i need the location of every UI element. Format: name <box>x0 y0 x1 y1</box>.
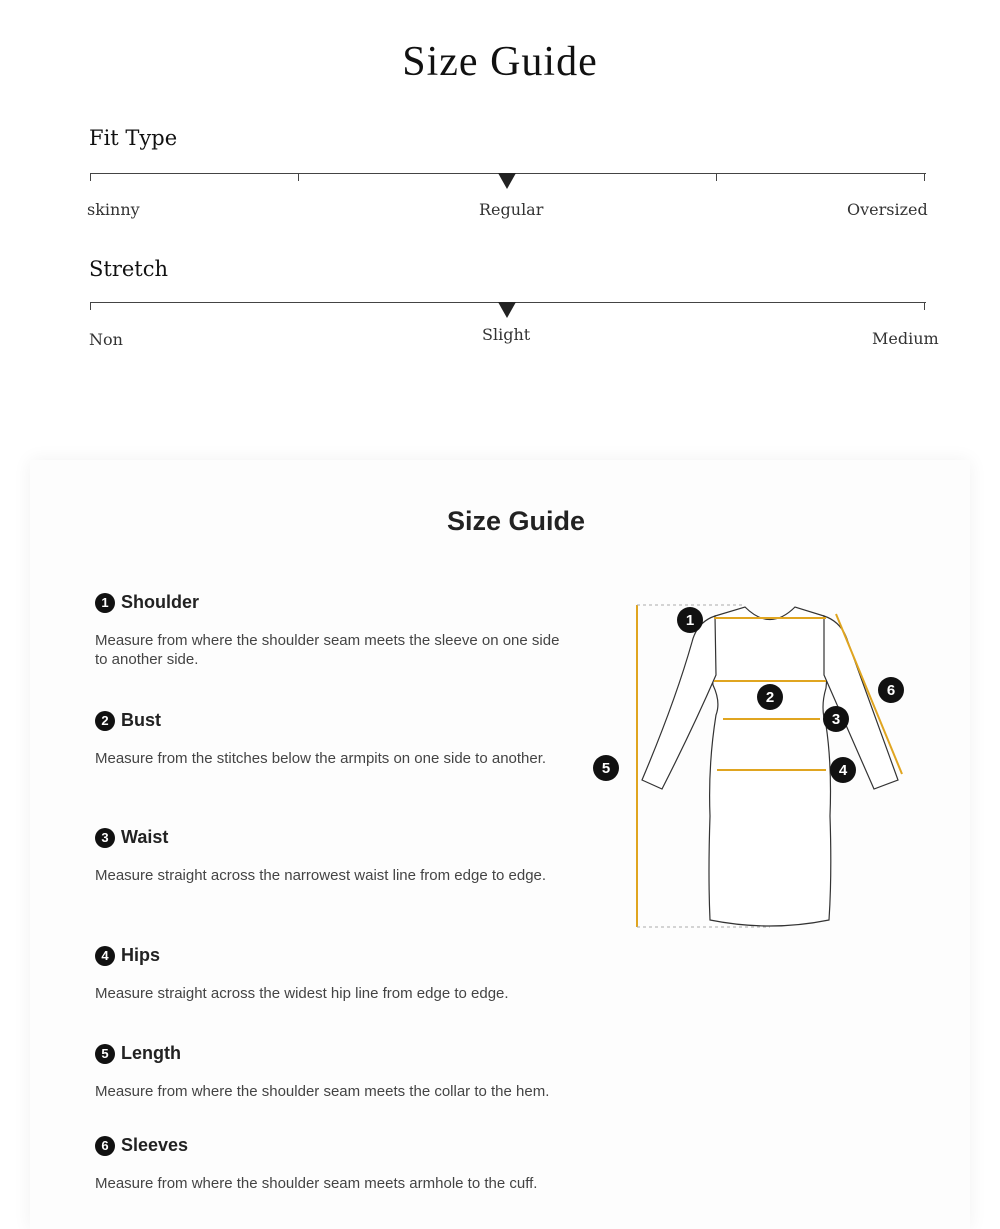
stretch-middle-label: Slight <box>482 325 531 344</box>
dress-diagram <box>580 590 920 940</box>
measure-name: Shoulder <box>121 592 200 612</box>
stretch-tick <box>90 302 91 310</box>
stretch-label: Stretch <box>89 257 169 281</box>
badge-6-text: 6 <box>886 682 896 699</box>
measure-desc-hips: Measure straight across the widest hip line from edge to edge. <box>95 985 509 1002</box>
measure-desc-bust: Measure from the stitches below the armpits on one side to another. <box>95 750 547 767</box>
number-2-icon: 2 <box>95 711 115 731</box>
stretch-right-label: Medium <box>872 329 939 348</box>
fit-type-tick <box>716 173 717 181</box>
measure-heading-bust <box>95 710 161 731</box>
measure-name: Bust <box>121 710 161 730</box>
measure-heading-sleeves <box>95 1135 188 1156</box>
measure-heading-length <box>95 1043 181 1064</box>
measure-desc-length: Measure from where the shoulder seam meets the collar to the hem. <box>95 1083 550 1100</box>
measure-name: Hips <box>121 945 161 965</box>
measure-desc-sleeves: Measure from where the shoulder seam meets armhole to the cuff. <box>95 1175 538 1192</box>
fit-type-tick <box>90 173 91 181</box>
number-1-icon: 1 <box>95 593 115 613</box>
fit-type-left-label: skinny <box>87 200 140 219</box>
number-6-icon: 6 <box>95 1136 115 1156</box>
measure-desc-shoulder: Measure from where the shoulder seam meets the sleeve on one side to another side. <box>95 632 560 668</box>
stretch-marker-icon <box>498 302 516 318</box>
guide-title: Size Guide <box>446 506 586 536</box>
measure-name: Sleeves <box>121 1135 189 1155</box>
page-title: Size Guide <box>402 39 598 85</box>
measure-heading-hips <box>95 945 160 966</box>
left-sleeve <box>642 616 716 789</box>
number-4-icon: 4 <box>95 946 115 966</box>
measure-heading-waist <box>95 827 168 848</box>
measure-name: Waist <box>121 827 169 847</box>
stretch-left-label: Non <box>89 330 123 349</box>
fit-type-middle-label: Regular <box>479 200 544 219</box>
measure-desc-waist: Measure straight across the narrowest waist line from edge to edge. <box>95 867 547 884</box>
dress-body <box>709 607 831 926</box>
badge-5-text: 5 <box>601 760 611 777</box>
number-3-icon: 3 <box>95 828 115 848</box>
badge-4-text: 4 <box>838 762 848 779</box>
badge-1-text: 1 <box>685 612 695 629</box>
dress-outline <box>642 607 898 926</box>
badge-3-text: 3 <box>831 711 841 728</box>
fit-type-tick <box>298 173 299 181</box>
fit-type-right-label: Oversized <box>847 200 928 219</box>
measure-name: Length <box>121 1043 181 1063</box>
measure-heading-shoulder <box>95 592 199 613</box>
stretch-tick <box>924 302 925 310</box>
fit-type-tick <box>924 173 925 181</box>
fit-type-label: Fit Type <box>89 126 178 150</box>
number-5-icon: 5 <box>95 1044 115 1064</box>
badge-2-text: 2 <box>765 689 775 706</box>
fit-type-marker-icon <box>498 173 516 189</box>
